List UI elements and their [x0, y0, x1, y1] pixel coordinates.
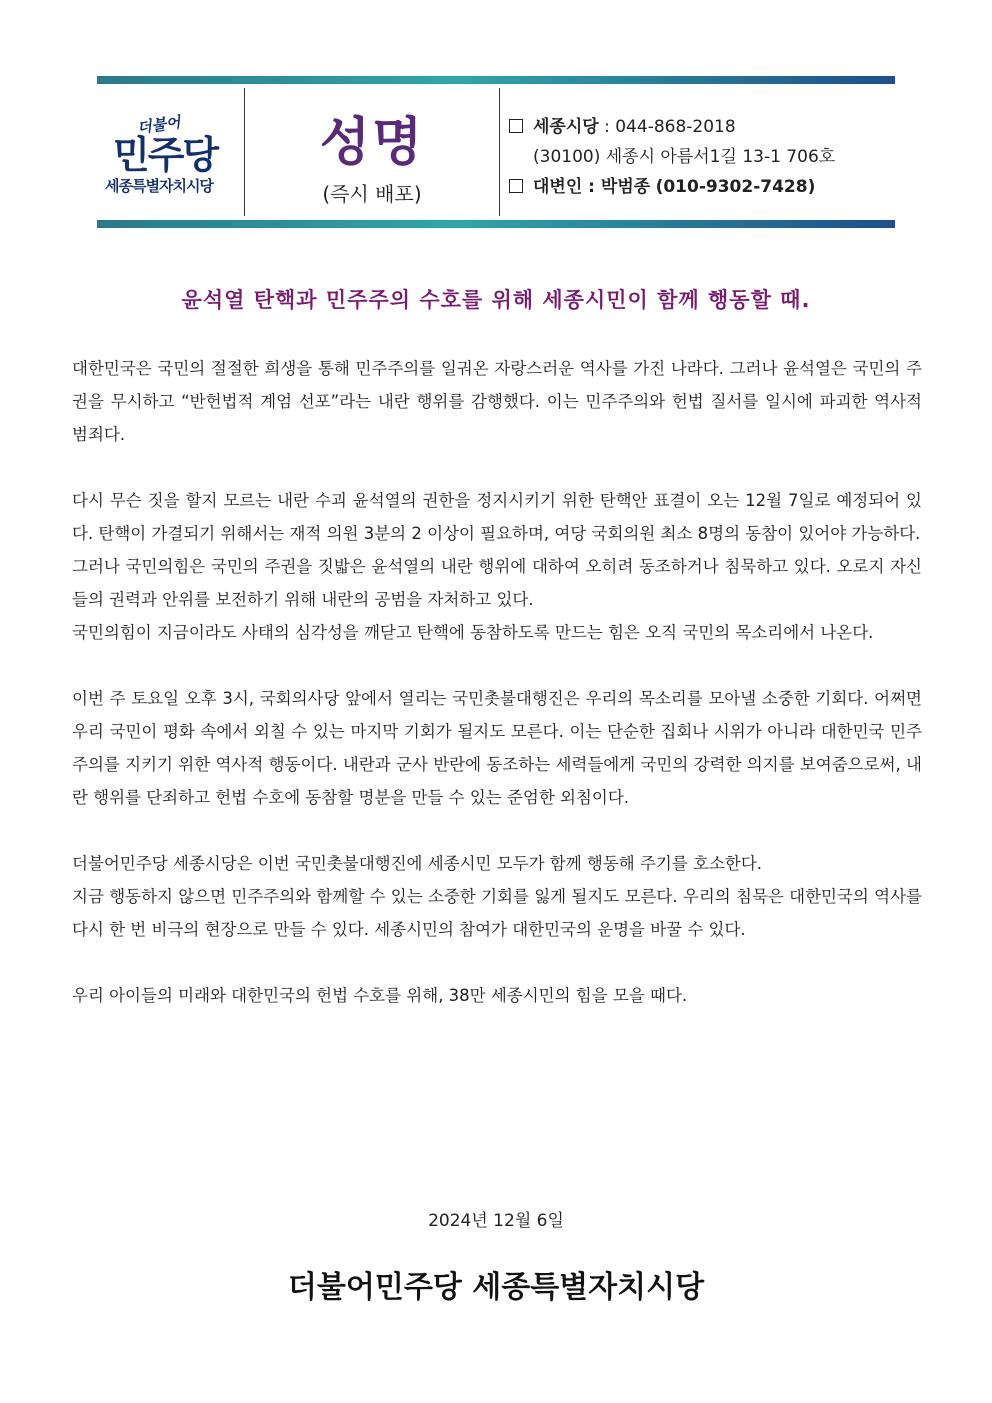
body-paragraph-7: 지금 행동하지 않으면 민주주의와 함께할 수 있는 소중한 기회를 잃게 될지도 모른다. 우리의 침묵은 대한민국의 역사를 다시 한 번 비극의 현장으로 만들 수 있다. 세종시민의 참여가 대한민국의 운명을 바꿀 수 있다. — [72, 887, 922, 939]
spokesperson-phone: (010-9302-7428) — [655, 177, 816, 197]
statement-body — [72, 352, 922, 1012]
office-label: 세종시당 — [533, 117, 599, 137]
contact-spokesperson-line — [509, 172, 815, 197]
checkbox-icon — [509, 179, 523, 193]
header-bottom-bar — [97, 220, 895, 228]
document-title: 성명 — [319, 113, 425, 173]
header-divider-right — [499, 88, 500, 216]
checkbox-icon — [509, 119, 523, 133]
body-paragraph-6: 더불어민주당 세종시당은 이번 국민촛불대행진에 세종시민 모두가 함께 행동해 주기를 호소한다. — [72, 854, 763, 873]
contact-office-line — [509, 112, 736, 137]
office-phone: : 044-868-2018 — [604, 117, 736, 137]
header-inner — [97, 84, 895, 220]
logo-small-text: 더불어 — [136, 113, 182, 137]
body-paragraph-2: 다시 무슨 짓을 할지 모르는 내란 수괴 윤석열의 권한을 정지시키기 위한 탄핵안 표결이 오는 12월 7일로 예정되어 있다. 탄핵이 가결되기 위해서는 재적 의원 3분의 2 이상이 필요하며, 여당 국회의원 최소 8명의 동참이 있어야 가능하다. — [72, 491, 922, 543]
body-paragraph-1: 대한민국은 국민의 절절한 희생을 통해 민주주의를 일궈온 자랑스러운 역사를 가진 나라다. 그러나 윤석열은 국민의 주권을 무시하고 “반헌법적 계엄 선포”라는 내란 행위를 감행했다. 이는 민주주의와 헌법 질서를 일시에 파괴한 역사적 범죄다. — [72, 359, 922, 444]
logo-sub-text: 세종특별자치시당 — [105, 177, 213, 195]
spokesperson-label: 대변인 : 박범종 — [533, 177, 651, 197]
body-paragraph-3: 그러나 국민의힘은 국민의 주권을 짓밟은 윤석열의 내란 행위에 대하여 오히려 동조하거나 침묵하고 있다. 오로지 자신들의 권력과 안위를 보전하기 위해 내란의 공범을 자처하고 있다. — [72, 557, 922, 609]
logo-main-text: 민주당 — [113, 133, 218, 177]
party-logo — [97, 84, 244, 220]
body-paragraph-4: 국민의힘이 지금이라도 사태의 심각성을 깨닫고 탄핵에 동참하도록 만드는 힘은 오직 국민의 목소리에서 나온다. — [72, 623, 874, 642]
header-top-bar — [97, 76, 895, 84]
statement-signature: 더불어민주당 세종특별자치시당 — [287, 1270, 705, 1305]
statement-date: 2024년 12월 6일 — [428, 1211, 564, 1231]
document-subtitle: (즉시 배포) — [322, 182, 422, 206]
statement-headline: 윤석열 탄핵과 민주주의 수호를 위해 세종시민이 함께 행동할 때. — [181, 288, 811, 312]
title-block — [245, 84, 499, 220]
statement-header — [97, 76, 895, 228]
contact-address: (30100) 세종시 아름서1길 13-1 706호 — [533, 147, 836, 167]
body-paragraph-8: 우리 아이들의 미래와 대한민국의 헌법 수호를 위해, 38만 세종시민의 힘을 모을 때다. — [72, 986, 688, 1005]
contact-block — [509, 84, 889, 220]
body-paragraph-5: 이번 주 토요일 오후 3시, 국회의사당 앞에서 열리는 국민촛불대행진은 우리의 목소리를 모아낼 소중한 기회다. 어쩌면 우리 국민이 평화 속에서 외칠 수 있는 마지막 기회가 될지도 모른다. 이는 단순한 집회나 시위가 아니라 대한민국 민주주의를 지키기 위한 역사적 행동이다. 내란과 군사 반란에 동조하는 세력들에게 국민의 강력한 의지를 보여줌으로써, 내란 행위를 단죄하고 헌법 수호에 동참할 명분을 만들 수 있는 준엄한 외침이다. — [72, 689, 922, 807]
